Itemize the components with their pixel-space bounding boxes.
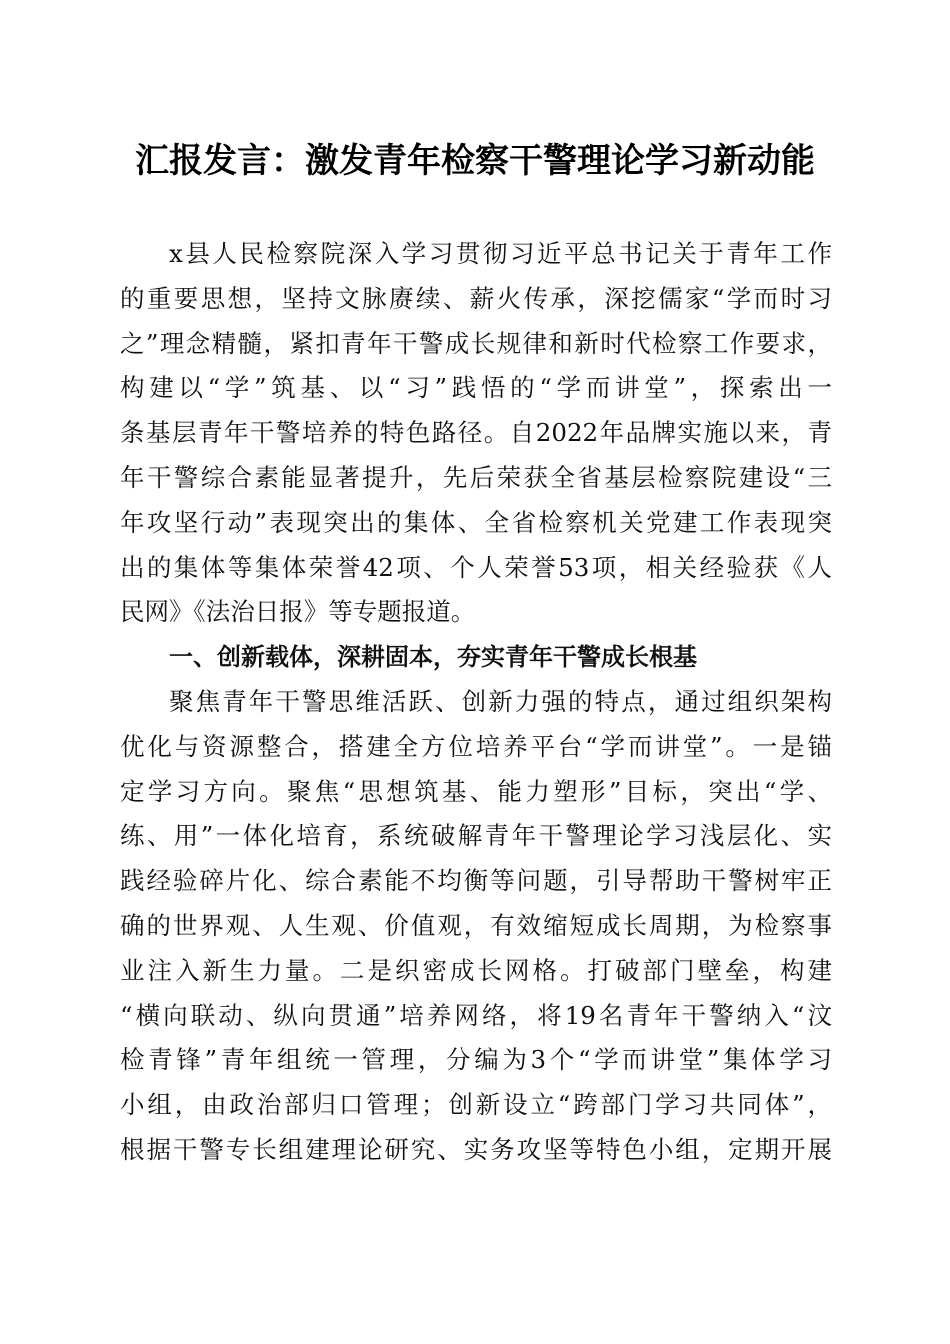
text-line: 条基层青年干警培养的特色路径。自2022年品牌实施以来，青 [120,418,832,448]
text-line: 年干警综合素能显著提升，先后荣获全省基层检察院建设“三 [120,462,832,492]
document-title: 汇报发言：激发青年检察干警理论学习新动能 [135,141,815,181]
text-line: x县人民检察院深入学习贯彻习近平总书记关于青年工作 [169,239,832,268]
text-line: “横向联动、纵向贯通”培养网络，将19名青年干警纳入“汶 [120,1000,832,1030]
text-line: 构建以“学”筑基、以“习”践悟的“学而讲堂”，探索出一 [120,373,832,403]
text-line: 根据干警专长组建理论研究、实务攻坚等特色小组，定期开展 [120,1134,832,1164]
paragraph-intro [120,232,832,635]
text-line: 确的世界观、人生观、价值观，有效缩短成长周期，为检察事 [120,910,832,940]
text-line: 小组，由政治部归口管理；创新设立“跨部门学习共同体”， [120,1090,832,1120]
text-line: 业注入新生力量。二是织密成长网格。打破部门壁垒，构建 [120,955,832,985]
text-line: 践经验碎片化、综合素能不均衡等问题，引导帮助干警树牢正 [120,866,832,896]
paragraph-section-1 [120,680,832,1173]
text-line: 年攻坚行动”表现突出的集体、全省检察机关党建工作表现突 [120,507,832,537]
text-line: 民网》《法治日报》等专题报道。 [120,597,476,627]
text-line: 的重要思想，坚持文脉赓续、薪火传承，深挖儒家“学而时习 [120,283,832,313]
text-line: 聚焦青年干警思维活跃、创新力强的特点，通过组织架构 [169,686,832,716]
text-line: 优化与资源整合，搭建全方位培养平台“学而讲堂”。一是锚 [120,731,832,761]
text-line: 定学习方向。聚焦“思想筑基、能力塑形”目标，突出“学、 [120,776,832,806]
text-line: 练、用”一体化培育，系统破解青年干警理论学习浅层化、实 [120,821,832,851]
text-line: 出的集体等集体荣誉42项、个人荣誉53项，相关经验获《人 [120,552,832,582]
text-line: 之”理念精髓，紧扣青年干警成长规律和新时代检察工作要求， [120,328,832,358]
document-body [120,232,832,1173]
section-heading: 一、创新载体，深耕固本，夯实青年干警成长根基 [169,643,697,672]
text-line: 检青锋”青年组统一管理，分编为3个“学而讲堂”集体学习 [120,1045,832,1075]
